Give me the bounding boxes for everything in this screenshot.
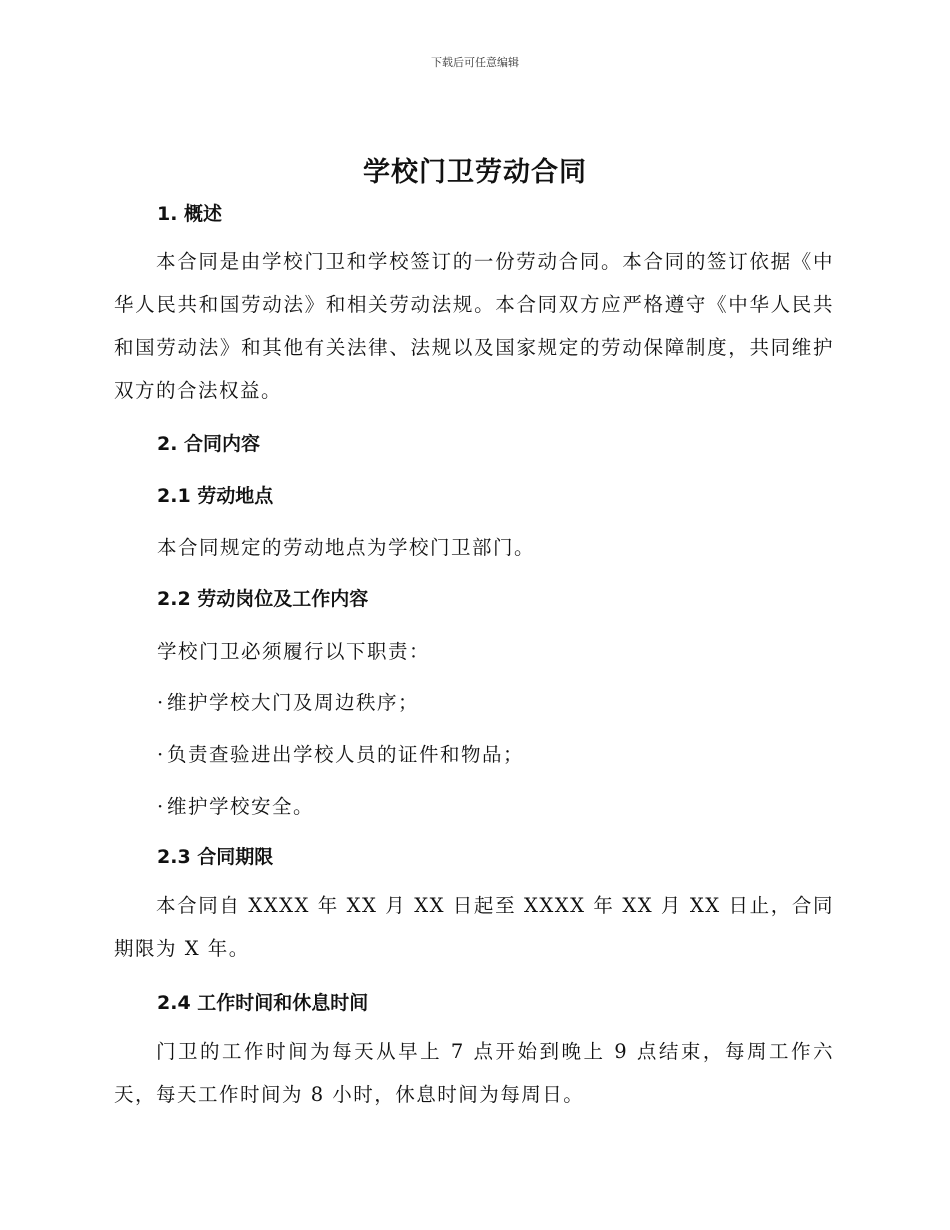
paragraph-hours: 门卫的工作时间为每天从早上 7 点开始到晚上 9 点结束，每周工作六天，每天工作时间为 8 小时，休息时间为每周日。 bbox=[114, 1040, 834, 1106]
list-item bbox=[157, 687, 419, 715]
header-note: 下载后可任意编辑 bbox=[431, 56, 519, 69]
list-item-text: 维护学校大门及周边秩序； bbox=[167, 691, 420, 714]
document-title: 学校门卫劳动合同 bbox=[363, 157, 587, 188]
paragraph-overview: 本合同是由学校门卫和学校签订的一份劳动合同。本合同的签订依据《中华人民共和国劳动法》和相关劳动法规。本合同双方应严格遵守《中华人民共和国劳动法》和其他有关法律、法规以及国家规定的劳动保障制度，共同维护双方的合法权益。 bbox=[114, 250, 834, 402]
paragraph-term: 本合同自 XXXX 年 XX 月 XX 日起至 XXXX 年 XX 月 XX 日止，合同期限为 X 年。 bbox=[114, 894, 834, 960]
bullet-icon: · bbox=[157, 691, 165, 714]
section-heading-hours: 2.4 工作时间和休息时间 bbox=[157, 992, 369, 1014]
bullet-icon: · bbox=[157, 795, 165, 818]
section-heading-location: 2.1 劳动地点 bbox=[157, 485, 274, 507]
section-heading-term: 2.3 合同期限 bbox=[157, 846, 274, 868]
section-heading-duties: 2.2 劳动岗位及工作内容 bbox=[157, 588, 369, 610]
list-item bbox=[157, 791, 314, 819]
duties-intro: 学校门卫必须履行以下职责： bbox=[157, 640, 431, 663]
list-item-text: 维护学校安全。 bbox=[167, 795, 315, 818]
section-heading-content: 2. 合同内容 bbox=[157, 433, 261, 455]
list-item-text: 负责查验进出学校人员的证件和物品； bbox=[167, 743, 525, 766]
section-heading-overview: 1. 概述 bbox=[157, 203, 223, 225]
paragraph-location: 本合同规定的劳动地点为学校门卫部门。 bbox=[157, 536, 536, 559]
bullet-icon: · bbox=[157, 743, 165, 766]
list-item bbox=[157, 739, 524, 767]
